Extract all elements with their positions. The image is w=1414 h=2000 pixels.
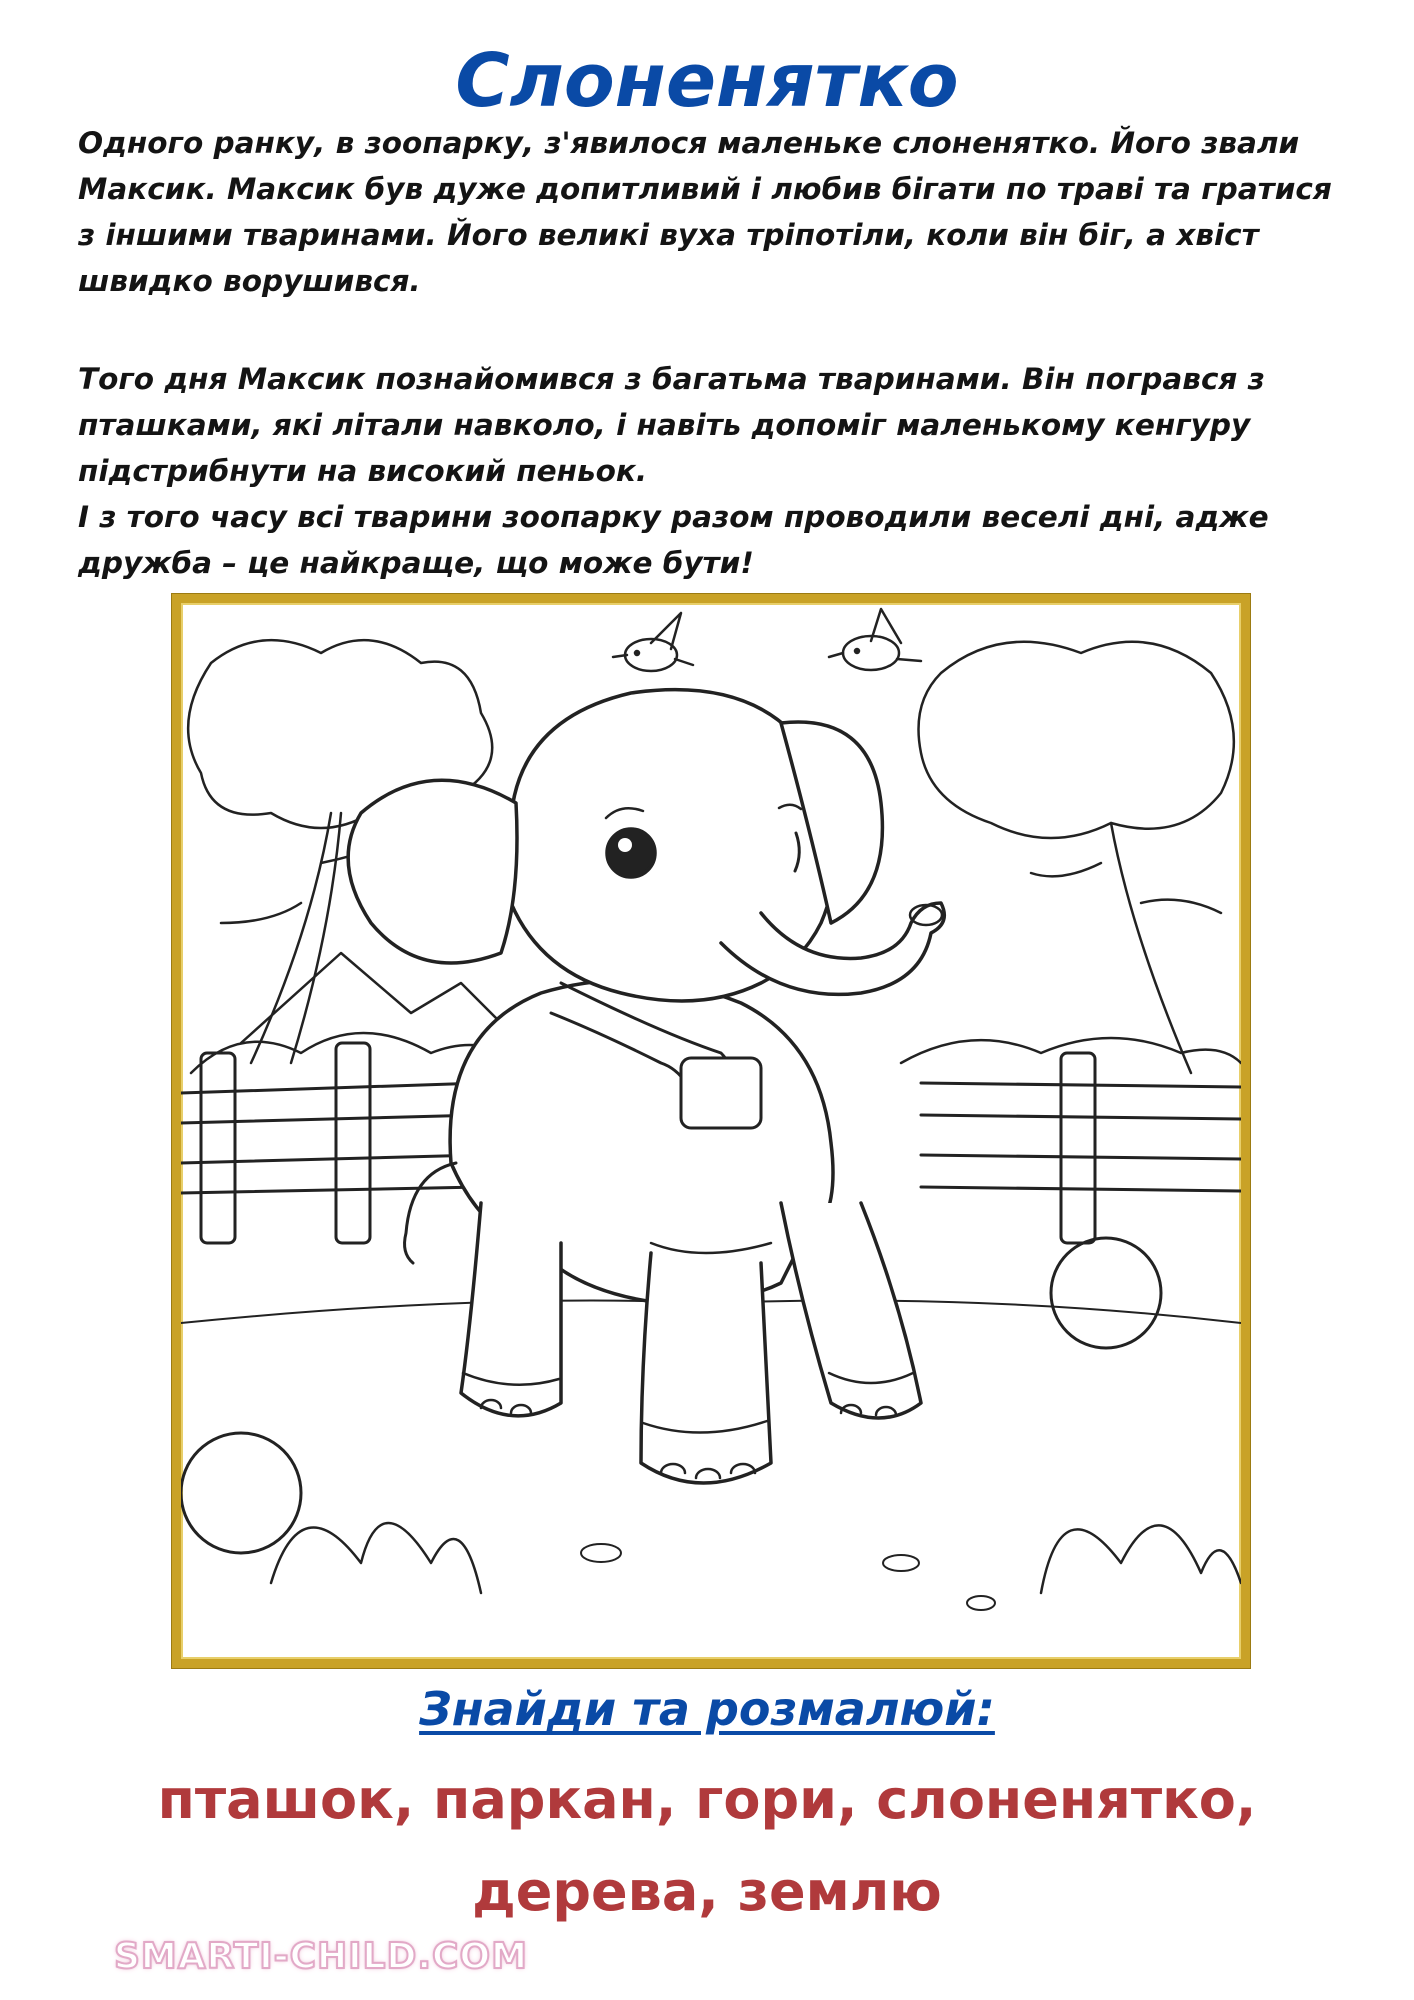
story-paragraph-3: І з того часу всі тварини зоопарку разом проводили веселі дні, адже дружба – це найкраще, що може бути!: [78, 500, 1269, 580]
page-title: Слоненятко: [455, 38, 959, 124]
coloring-picture-frame: [172, 594, 1250, 1668]
bird-1: [613, 613, 693, 671]
bird-2: [829, 609, 921, 670]
ball-left: [181, 1433, 301, 1553]
elephant: [348, 690, 944, 1483]
plants-right: [1041, 1525, 1241, 1593]
elephant-coloring-illustration: [181, 603, 1241, 1659]
mountain: [241, 953, 521, 1043]
story-paragraph-1: Одного ранку, в зоопарку, з'явилося маленьке слоненятко. Його звали Максик. Максик був дуже допитливий і любив бігати по траві та гратися з іншими тваринами. Його великі вуха тріпотіли, коли він біг, а хвіст швидко ворушився.: [78, 126, 1332, 298]
task-items: пташок, паркан, гори, слоненятко, дерева, землю: [157, 1768, 1257, 1923]
tree-right: [919, 642, 1234, 1073]
task-label: Знайди та розмалюй:: [419, 1682, 995, 1736]
plants-left: [271, 1523, 481, 1593]
story-paragraph-2: Того дня Максик познайомився з багатьма тваринами. Він погрався з пташками, які літали навколо, і навіть допоміг маленькому кенгуру підстрибнути на високий пеньок.: [78, 362, 1265, 488]
watermark-logo: SMARTI-CHILD.COM: [114, 1936, 528, 1977]
ball-right: [1051, 1238, 1161, 1348]
